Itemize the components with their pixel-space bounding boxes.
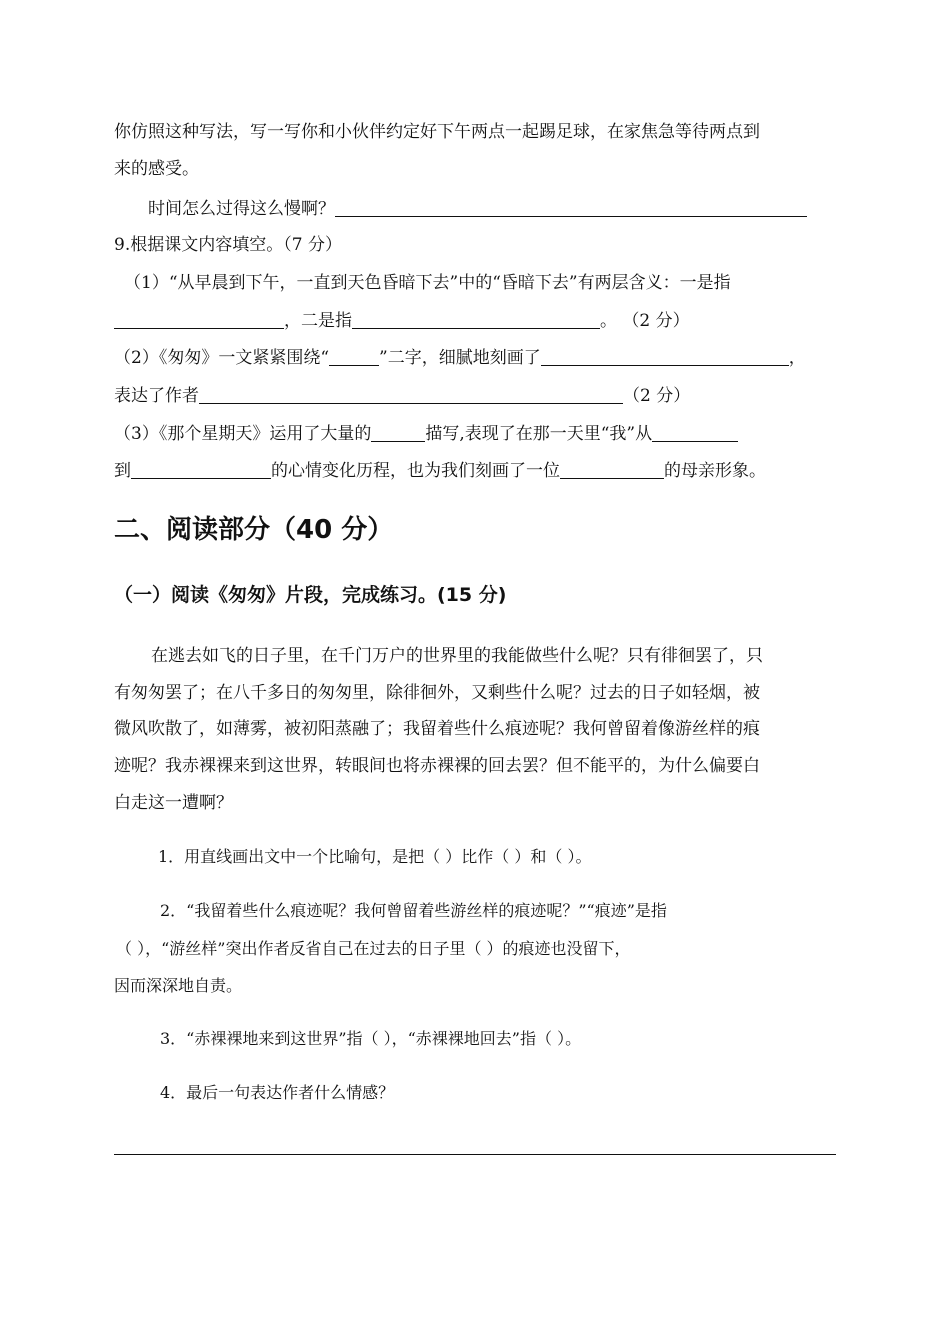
text-fragment: ， (788, 348, 806, 368)
text-fragment: ”二字，细腻地刻画了 (379, 348, 541, 368)
answer-blank[interactable] (560, 460, 664, 479)
passage-line: 白走这一遭啊？ (114, 793, 233, 813)
answer-blank[interactable] (352, 310, 600, 329)
text-line (114, 421, 738, 447)
question-item: （ ），“游丝样”突出作者反省自己在过去的日子里（ ）的痕迹也没留下， (116, 939, 631, 958)
passage-line: 迹呢？我赤裸裸来到这世界，转眼间也将赤裸裸的回去罢？但不能平的，为什么偏要白 (114, 756, 760, 776)
text-fragment: （3）《那个星期天》运用了大量的 (114, 424, 372, 444)
text-fragment: 的心情变化历程，也为我们刻画了一位 (271, 461, 560, 481)
text-fragment: （2 分） (623, 386, 691, 406)
text-fragment: 表达了作者 (114, 386, 199, 406)
answer-blank[interactable] (335, 198, 807, 217)
text-line: （1）“从早晨到下午，一直到天色昏暗下去”中的“昏暗下去”有两层含义：一是指 (124, 273, 731, 293)
answer-blank[interactable] (541, 347, 789, 366)
answer-blank[interactable] (652, 423, 738, 442)
text-line (114, 383, 690, 409)
text-fragment: （2）《匆匆》一文紧紧围绕“ (114, 348, 330, 368)
answer-blank[interactable] (199, 385, 623, 404)
text-fragment: ，二是指 (284, 311, 352, 331)
text-line: 你仿照这种写法，写一写你和小伙伴约定好下午两点一起踢足球，在家焦急等待两点到 (114, 122, 760, 142)
answer-blank[interactable] (371, 423, 425, 442)
text-line (148, 196, 807, 222)
passage-line: 有匆匆罢了；在八千多日的匆匆里，除徘徊外，又剩些什么呢？过去的日子如轻烟，被 (114, 683, 760, 703)
sub-heading: （一）阅读《匆匆》片段，完成练习。(15 分) (114, 584, 507, 606)
answer-blank[interactable] (114, 310, 284, 329)
text-line (114, 458, 766, 484)
text-fragment: 描写,表现了在那一天里“我”从 (425, 424, 653, 444)
text-fragment: 。 （2 分） (600, 311, 690, 331)
question-item: 因而深深地自责。 (114, 976, 243, 995)
section-heading: 二、阅读部分（40 分） (114, 515, 394, 545)
question-item: 3．“赤裸裸地来到这世界”指（ ），“赤裸裸地回去”指（ ）。 (160, 1029, 582, 1048)
prompt-text: 时间怎么过得这么慢啊？ (148, 199, 335, 219)
text-line (114, 345, 806, 371)
answer-line[interactable] (114, 1154, 836, 1155)
question-item: 2．“我留着些什么痕迹呢？我何曾留着些游丝样的痕迹呢？”“痕迹”是指 (160, 901, 667, 920)
text-fragment: 到 (114, 461, 131, 481)
question-item: 1．用直线画出文中一个比喻句，是把（ ）比作（ ）和（ ）。 (158, 847, 592, 866)
question-title: 9.根据课文内容填空。（7 分） (114, 235, 342, 255)
passage-line: 在逃去如飞的日子里，在千门万户的世界里的我能做些什么呢？只有徘徊罢了，只 (151, 646, 763, 666)
question-item: 4．最后一句表达作者什么情感？ (160, 1083, 395, 1102)
text-fragment: 的母亲形象。 (664, 461, 766, 481)
answer-blank[interactable] (329, 347, 379, 366)
text-line: 来的感受。 (114, 159, 199, 179)
answer-blank[interactable] (131, 460, 271, 479)
passage-line: 微风吹散了，如薄雾，被初阳蒸融了；我留着些什么痕迹呢？我何曾留着像游丝样的痕 (114, 719, 760, 739)
text-line (114, 308, 690, 334)
